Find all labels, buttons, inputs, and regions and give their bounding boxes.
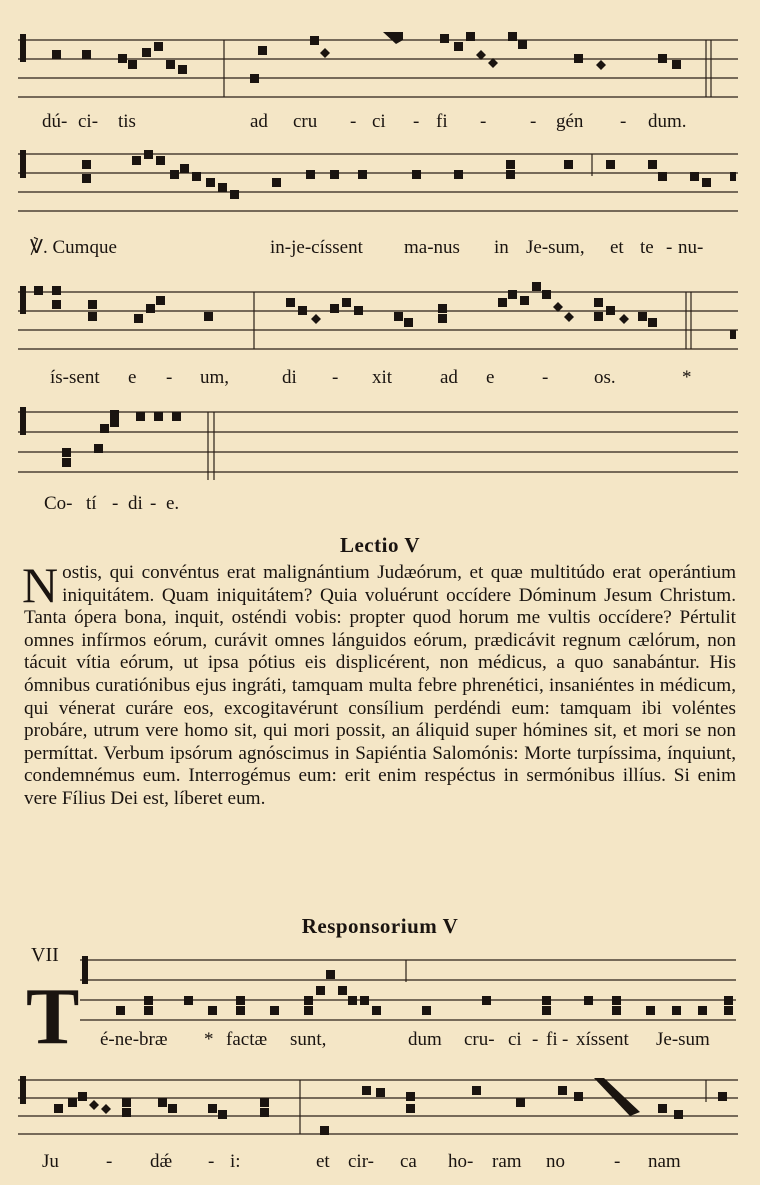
syllable: dǽ [150, 1151, 173, 1172]
syllable: ram [492, 1151, 522, 1172]
syllable: tí [86, 493, 97, 514]
syllable: et [316, 1151, 330, 1172]
responsorium-heading: Responsorium V [301, 914, 459, 938]
syllable: cru [293, 111, 318, 132]
syllable: dum. [648, 111, 687, 132]
syllable: - [562, 1029, 569, 1050]
syllable: i: [230, 1151, 241, 1172]
syllable: gén [556, 111, 584, 132]
syllable: di [128, 493, 143, 514]
syllable: ad [250, 111, 268, 132]
syllable: - [150, 493, 157, 514]
syllable: os. [594, 367, 616, 388]
syllable: e. [166, 493, 180, 514]
chant-initial: T [26, 973, 80, 1061]
syllable: in [494, 237, 509, 258]
syllable: no [546, 1151, 565, 1172]
syllable: dum [408, 1029, 442, 1050]
syllable: cru- [464, 1029, 495, 1050]
syllable: - [480, 111, 487, 132]
chant-lyrics-3 [0, 368, 760, 392]
syllable: Co- [44, 493, 73, 514]
syllable: xíssent [576, 1029, 629, 1050]
syllable: et [610, 237, 624, 258]
syllable: - [532, 1029, 539, 1050]
syllable: - [530, 111, 537, 132]
responsory-lyrics-1 [0, 1030, 760, 1054]
responsory-lyrics-2 [0, 1152, 760, 1176]
syllable: * [682, 367, 692, 388]
syllable: dú- [42, 111, 68, 132]
syllable: tis [118, 111, 136, 132]
chant-staff-1 [18, 30, 738, 105]
syllable: xit [372, 367, 393, 388]
syllable: ad [440, 367, 458, 388]
responsory-staff-1 [80, 956, 736, 1031]
chant-lyrics-4 [0, 494, 760, 518]
syllable: - [350, 111, 357, 132]
mode-number: VII [31, 944, 59, 966]
syllable: ca [400, 1151, 417, 1172]
chant-staff-4 [18, 404, 738, 484]
syllable: in-je-císsent [270, 237, 363, 258]
lectio-text [22, 557, 736, 811]
lectio-body: ostis, qui convéntus erat malignántium Judæórum, et quæ multitúdo erat operántium iniquitátem. Quam iniquitátem? Quia voluérunt occídere Dóminum Jesum Christum. Tanta ópera bona, inquit, osténdi vobis: propter quod horum me vultis occídere? Pértulit omnes infírmos eórum, curávit omnes lánguidos eórum, prædicávit regnum cælórum, non tácuit vítia eórum, ut ipsa pótius eis displicérent, non médicus, a quo sanabántur. His ómnibus curatiónibus ejus ingráti, tamquam multa febre phrenétici, insaniéntes in médicum, qui vénerat curáre eos, excogitavérunt consílium perdéndi eum: tamquam ibi voléntes probáre, utrum vere homo sit, qui mori possit, an áliquid super hómines sit, et mori se non permíttat. Verbum ipsórum agnóscimus in Sapiéntia Salomónis: Morte turpíssima, ínquiunt, condemnémus eum. Interrogémus eum: erit enim respéctus in sermónibus illíus. Si enim vere Fílius Dei est, líberet eum. [24, 562, 736, 809]
syllable: fi [436, 111, 448, 132]
syllable: ma-nus [404, 237, 460, 258]
syllable: ci [372, 111, 386, 132]
syllable: nam [648, 1151, 681, 1172]
syllable: * [204, 1029, 214, 1050]
syllable: ís-sent [50, 367, 100, 388]
syllable: Je-sum, [526, 237, 585, 258]
chant-staff-2 [18, 148, 738, 223]
syllable: e [486, 367, 495, 388]
syllable: e [128, 367, 137, 388]
syllable: nu- [678, 237, 704, 258]
syllable: cir- [348, 1151, 374, 1172]
chant-lyrics-2 [0, 238, 760, 262]
syllable: - [542, 367, 549, 388]
syllable: - [666, 237, 673, 258]
syllable: - [166, 367, 173, 388]
syllable: - [332, 367, 339, 388]
syllable: - [614, 1151, 621, 1172]
chant-staff-3 [18, 278, 738, 358]
syllable: - [208, 1151, 215, 1172]
syllable: te [640, 237, 654, 258]
syllable: um, [200, 367, 230, 388]
syllable: é-ne-bræ [100, 1029, 168, 1050]
lectio-heading: Lectio V [339, 533, 420, 557]
syllable: sunt, [290, 1029, 327, 1050]
syllable: - [112, 493, 119, 514]
syllable: fi [546, 1029, 558, 1050]
syllable: - [106, 1151, 113, 1172]
responsory-staff-2 [18, 1074, 738, 1144]
syllable: ci- [78, 111, 99, 132]
syllable: - [413, 111, 420, 132]
syllable: ho- [448, 1151, 474, 1172]
syllable: - [620, 111, 627, 132]
syllable: Ju [42, 1151, 59, 1172]
syllable: Je-sum [656, 1029, 710, 1050]
syllable: ci [508, 1029, 522, 1050]
syllable: factæ [226, 1029, 268, 1050]
syllable: ℣. Cumque [30, 237, 117, 258]
drop-cap-initial: N [22, 557, 59, 613]
syllable: di [282, 367, 297, 388]
chant-lyrics-1 [0, 112, 760, 136]
